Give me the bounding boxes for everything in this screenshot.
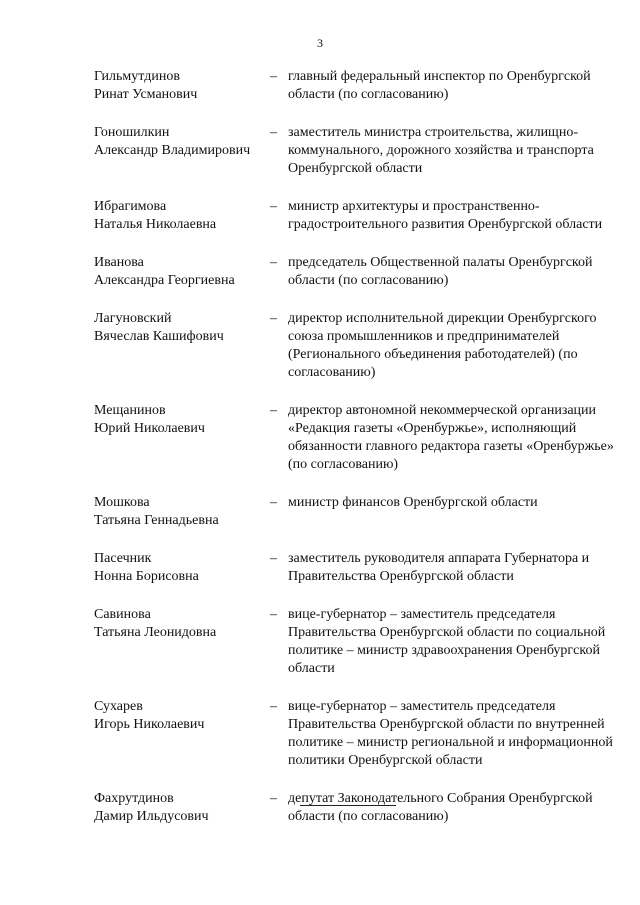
member-name (94, 198, 270, 234)
dash-separator: – (270, 125, 277, 140)
member-surname: Гоношилкин (94, 125, 170, 140)
member-entry (94, 698, 614, 770)
member-given-name: Наталья Николаевна (94, 217, 217, 232)
member-surname: Лагуновский (94, 311, 172, 326)
member-role: вице-губернатор – заместитель председателя Правительства Оренбургской области по внутренней политике – министр региональной и информационной политики Оренбургской области (288, 699, 613, 768)
member-surname: Сухарев (94, 699, 143, 714)
member-given-name: Игорь Николаевич (94, 717, 205, 732)
member-role: председатель Общественной палаты Оренбургской области (по согласованию) (288, 255, 593, 288)
dash-separator: – (270, 69, 277, 84)
member-role: депутат Законодательного Собрания Оренбургской области (по согласованию) (288, 791, 593, 824)
commission-member-list (94, 68, 614, 826)
dash-separator: – (270, 255, 277, 270)
member-role: заместитель руководителя аппарата Губернатора и Правительства Оренбургской области (288, 551, 590, 584)
member-name (94, 494, 270, 530)
member-given-name: Александр Владимирович (94, 143, 251, 158)
dash-separator: – (270, 699, 277, 714)
member-name (94, 254, 270, 290)
member-entry (94, 402, 614, 474)
member-surname: Пасечник (94, 551, 152, 566)
member-entry (94, 124, 614, 178)
member-name (94, 698, 270, 734)
member-entry (94, 254, 614, 290)
member-given-name: Нонна Борисовна (94, 569, 199, 584)
member-name (94, 606, 270, 642)
member-role: директор автономной некоммерческой организации «Редакция газеты «Оренбуржье», исполняющий обязанности главного редактора газеты «Оренбуржье» (по согласованию) (288, 403, 614, 472)
member-surname: Ибрагимова (94, 199, 167, 214)
member-name (94, 550, 270, 586)
dash-separator: – (270, 551, 277, 566)
member-entry (94, 606, 614, 678)
member-role: заместитель министра строительства, жилищно-коммунального, дорожного хозяйства и транспорта Оренбургской области (288, 125, 594, 176)
member-entry (94, 198, 614, 234)
member-entry (94, 310, 614, 382)
member-given-name: Ринат Усманович (94, 87, 198, 102)
member-role: министр финансов Оренбургской области (288, 495, 538, 510)
dash-separator: – (270, 495, 277, 510)
dash-separator: – (270, 403, 277, 418)
member-given-name: Александра Георгиевна (94, 273, 235, 288)
end-of-list-rule (300, 805, 396, 806)
member-surname: Савинова (94, 607, 151, 622)
dash-separator: – (270, 311, 277, 326)
member-entry (94, 790, 614, 826)
member-given-name: Вячеслав Кашифович (94, 329, 224, 344)
dash-separator: – (270, 607, 277, 622)
member-entry (94, 494, 614, 530)
page-number: 3 (317, 36, 323, 50)
member-given-name: Татьяна Леонидовна (94, 625, 217, 640)
member-given-name: Дамир Ильдусович (94, 809, 209, 824)
member-role: министр архитектуры и пространственно-градостроительного развития Оренбургской области (288, 199, 603, 232)
member-surname: Мошкова (94, 495, 150, 510)
member-name (94, 310, 270, 346)
dash-separator: – (270, 791, 277, 806)
member-name (94, 68, 270, 104)
member-role: директор исполнительной дирекции Оренбургского союза промышленников и предпринимателей (Регионального объединения работодателей) (по согласованию) (288, 311, 597, 380)
member-entry (94, 68, 614, 104)
member-given-name: Юрий Николаевич (94, 421, 205, 436)
member-name (94, 790, 270, 826)
member-surname: Гильмутдинов (94, 69, 180, 84)
member-entry (94, 550, 614, 586)
member-role: главный федеральный инспектор по Оренбургской области (по согласованию) (288, 69, 591, 102)
member-surname: Мещанинов (94, 403, 166, 418)
dash-separator: – (270, 199, 277, 214)
member-name (94, 402, 270, 438)
member-surname: Иванова (94, 255, 144, 270)
member-surname: Фахрутдинов (94, 791, 174, 806)
member-role: вице-губернатор – заместитель председателя Правительства Оренбургской области по социальной политике – министр здравоохранения Оренбургской области (288, 607, 606, 676)
member-name (94, 124, 270, 160)
member-given-name: Татьяна Геннадьевна (94, 513, 219, 528)
